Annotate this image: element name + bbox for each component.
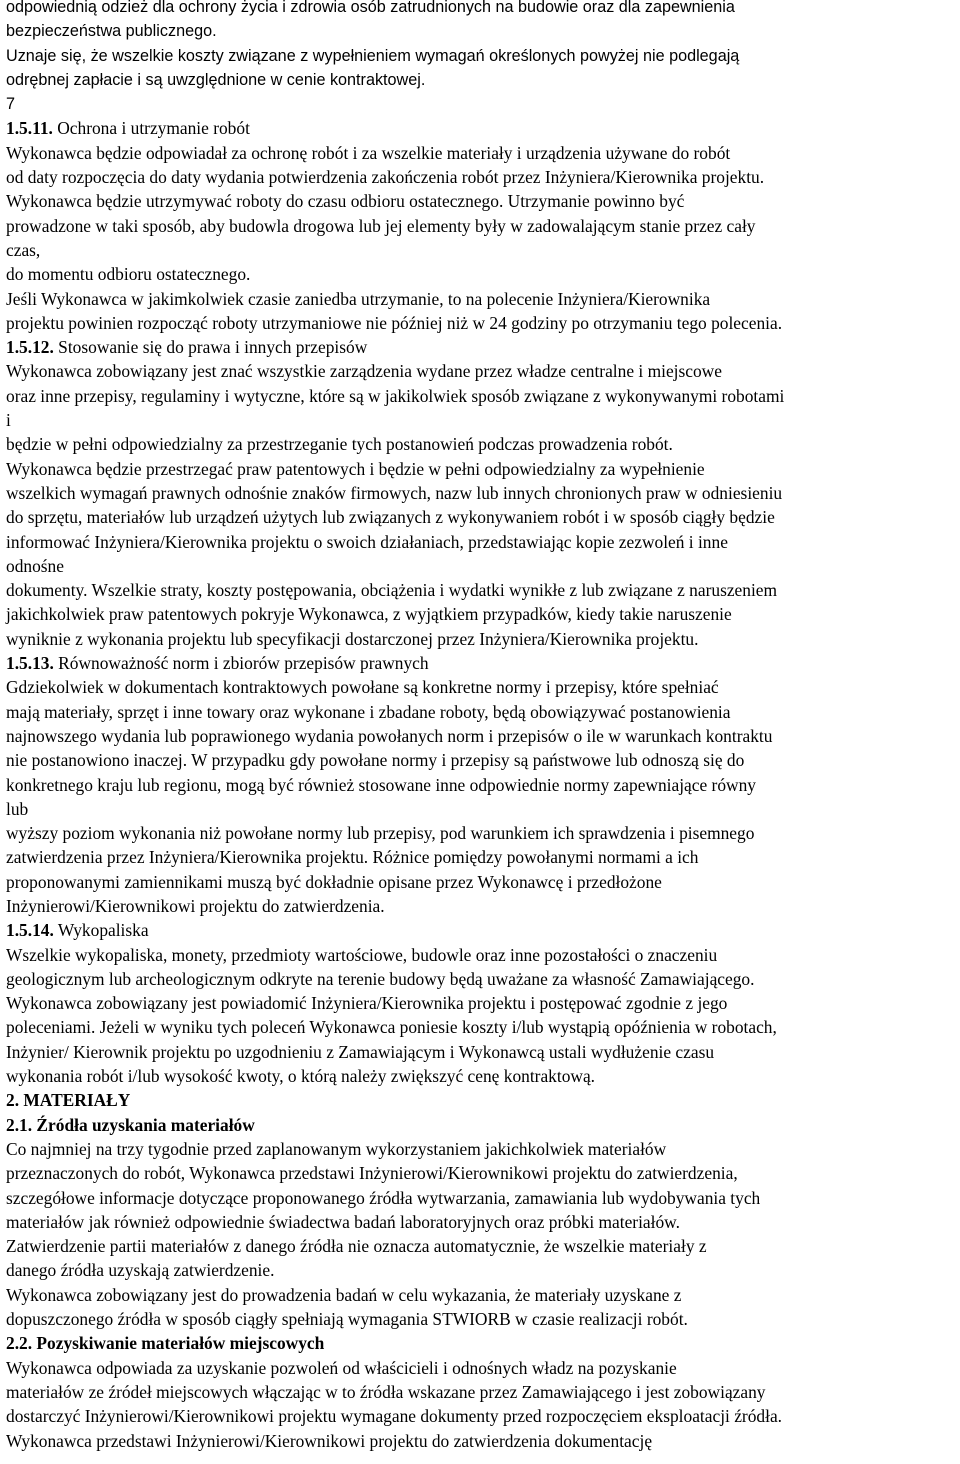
text-line: Gdziekolwiek w dokumentach kontraktowych powołane są konkretne normy i przepisy, które spełniać: [6, 677, 719, 698]
text-line: prowadzone w taki sposób, aby budowla drogowa lub jej elementy były w zadowalającym stanie przez cały: [6, 215, 756, 236]
text-line: materiałów jak również odpowiednie świadectwa badań laboratoryjnych oraz próbki materiałów.: [6, 1211, 680, 1232]
text-line: jakichkolwiek praw patentowych pokryje Wykonawca, z wyjątkiem przypadków, kiedy takie naruszenie: [6, 604, 732, 625]
text-line: dokumenty. Wszelkie straty, koszty postępowania, obciążenia i wydatki wynikłe z lub związane z naruszeniem: [6, 580, 778, 601]
subsection-heading: [6, 918, 960, 942]
text-line: odrębnej zapłacie i są uwzględnione w cenie kontraktowej.: [6, 70, 426, 89]
text-line: bezpieczeństwa publicznego.: [6, 22, 217, 41]
subsection-heading: [6, 335, 960, 359]
text-line: Wszelkie wykopaliska, monety, przedmioty wartościowe, budowle oraz inne pozostałości o znaczeniu: [6, 944, 718, 965]
text-line: najnowszego wydania lub poprawionego wydania powołanych norm i przepisów o ile w warunkach kontraktu: [6, 725, 773, 746]
text-line: nie postanowiono inaczej. W przypadku gdy powołane normy i przepisy są państwowe lub odnoszą się do: [6, 750, 745, 771]
section-number: 1.5.12.: [6, 337, 54, 358]
text-line: Wykonawca będzie utrzymywać roboty do czasu odbioru ostatecznego. Utrzymanie powinno być: [6, 191, 685, 212]
text-line: wykonania robót i/lub wysokość kwoty, o którą należy zwiększyć cenę kontraktową.: [6, 1066, 596, 1087]
text-line: materiałów ze źródeł miejscowych włączając w to źródła wskazane przez Zamawiającego i jest zobowiązany: [6, 1381, 766, 1402]
text-line: Zatwierdzenie partii materiałów z danego źródła nie oznacza automatycznie, że wszelkie materiały z: [6, 1236, 707, 1257]
section-heading: 2.1. Źródła uzyskania materiałów: [6, 1114, 255, 1135]
section-heading: 2.2. Pozyskiwanie materiałów miejscowych: [6, 1333, 325, 1354]
text-line: do sprzętu, materiałów lub urządzeń użytych lub związanych z wykonywaniem robót i w sposób ciągły będzie: [6, 507, 775, 528]
text-line: wyższy poziom wykonania niż powołane normy lub przepisy, pod warunkiem ich sprawdzenia i pisemnego: [6, 823, 755, 844]
section-number: 1.5.14.: [6, 920, 54, 941]
text-line: informować Inżyniera/Kierownika projektu o swoich działaniach, przedstawiając kopie zezwoleń i inne: [6, 531, 728, 552]
text-line: Wykonawca będzie przestrzegać praw patentowych i będzie w pełni odpowiedzialny za wypełnienie: [6, 458, 705, 479]
text-line: konkretnego kraju lub regionu, mogą być również stosowane inne odpowiednie normy zapewniające równy: [6, 774, 756, 795]
text-line: czas,: [6, 239, 41, 260]
text-line: dostarczyć Inżynierowi/Kierownikowi projektu wymagane dokumenty przed rozpoczęciem eksploatacji źródła.: [6, 1406, 783, 1427]
section-title: Stosowanie się do prawa i innych przepisów: [53, 337, 368, 358]
text-line: Wykonawca odpowiada za uzyskanie pozwoleń od właścicieli i odnośnych władz na pozyskanie: [6, 1357, 677, 1378]
text-line: geologicznym lub archeologicznym odkryte na terenie budowy będą uważane za własność Zamawiającego.: [6, 968, 755, 989]
text-line: danego źródła uzyskają zatwierdzenie.: [6, 1260, 275, 1281]
section-title: Wykopaliska: [53, 920, 149, 941]
text-line: oraz inne przepisy, regulaminy i wytyczne, które są w jakikolwiek sposób związane z wykonywanymi robotami: [6, 385, 785, 406]
text-line: Jeśli Wykonawca w jakimkolwiek czasie zaniedba utrzymanie, to na polecenie Inżyniera/Kierownika: [6, 288, 711, 309]
text-line: zatwierdzenia przez Inżyniera/Kierownika projektu. Różnice pomiędzy powołanymi normami a ich: [6, 847, 699, 868]
text-line: Wykonawca przedstawi Inżynierowi/Kierownikowi projektu do zatwierdzenia dokumentację: [6, 1430, 653, 1451]
text-line: przeznaczonych do robót, Wykonawca przedstawi Inżynierowi/Kierownikowi projektu do zatwierdzenia,: [6, 1163, 738, 1184]
section-heading: 2. MATERIAŁY: [6, 1090, 131, 1111]
text-line: dopuszczonego źródła w sposób ciągły spełniają wymagania STWIORB w czasie realizacji robót.: [6, 1309, 688, 1330]
text-line: Wykonawca będzie odpowiadał za ochronę robót i za wszelkie materiały i urządzenia używane do robót: [6, 142, 731, 163]
text-line: będzie w pełni odpowiedzialny za przestrzeganie tych postanowień podczas prowadzenia robót.: [6, 434, 673, 455]
text-line: wszelkich wymagań prawnych odnośnie znaków firmowych, nazw lub innych chronionych praw w odniesieniu: [6, 482, 783, 503]
text-line: Uznaje się, że wszelkie koszty związane z wypełnieniem wymagań określonych powyżej nie podlegają: [6, 46, 740, 65]
text-line: do momentu odbioru ostatecznego.: [6, 264, 251, 285]
text-line: 7: [6, 95, 16, 114]
text-line: proponowanymi zamiennikami muszą być dokładnie opisane przez Wykonawcę i przedłożone: [6, 871, 662, 892]
subsection-heading: [6, 116, 960, 140]
text-line: od daty rozpoczęcia do daty wydania potwierdzenia zakończenia robót przez Inżyniera/Kierownika projektu.: [6, 167, 765, 188]
text-line: poleceniami. Jeżeli w wyniku tych poleceń Wykonawca poniesie koszty i/lub wystąpią opóźnienia w robotach,: [6, 1017, 777, 1038]
text-line: lub: [6, 798, 29, 819]
text-line: wyniknie z wykonania projektu lub specyfikacji dostarczonej przez Inżyniera/Kierownika projektu.: [6, 628, 699, 649]
text-line: odnośne: [6, 555, 64, 576]
text-line: Inżynierowi/Kierownikowi projektu do zatwierdzenia.: [6, 895, 385, 916]
text-line: i: [6, 410, 11, 431]
text-line: Wykonawca zobowiązany jest do prowadzenia badań w celu wykazania, że materiały uzyskane z: [6, 1284, 682, 1305]
text-line: odpowiednią odzież dla ochrony życia i zdrowia osób zatrudnionych na budowie oraz dla zapewnienia: [6, 0, 735, 16]
section-number: 1.5.13.: [6, 653, 54, 674]
text-line: mają materiały, sprzęt i inne towary oraz wykonane i zbadane roboty, będą obowiązywać postanowienia: [6, 701, 731, 722]
text-line: Co najmniej na trzy tygodnie przed zaplanowanym wykorzystaniem jakichkolwiek materiałów: [6, 1138, 667, 1159]
text-line: Wykonawca zobowiązany jest znać wszystkie zarządzenia wydane przez władze centralne i miejscowe: [6, 361, 722, 382]
text-line: projektu powinien rozpocząć roboty utrzymaniowe nie później niż w 24 godziny po otrzymaniu tego polecenia.: [6, 312, 783, 333]
text-line: Inżynier/ Kierownik projektu po uzgodnieniu z Zamawiającym i Wykonawcą ustali wydłużenie czasu: [6, 1041, 715, 1062]
text-line: szczegółowe informacje dotyczące proponowanego źródła wytwarzania, zamawiania lub wydobywania tych: [6, 1187, 761, 1208]
text-line: Wykonawca zobowiązany jest powiadomić Inżyniera/Kierownika projektu i postępować zgodnie z jego: [6, 993, 728, 1014]
subsection-heading: [6, 651, 960, 675]
section-number: 1.5.11.: [6, 118, 53, 139]
section-title: Równoważność norm i zbiorów przepisów prawnych: [53, 653, 429, 674]
section-title: Ochrona i utrzymanie robót: [52, 118, 250, 139]
